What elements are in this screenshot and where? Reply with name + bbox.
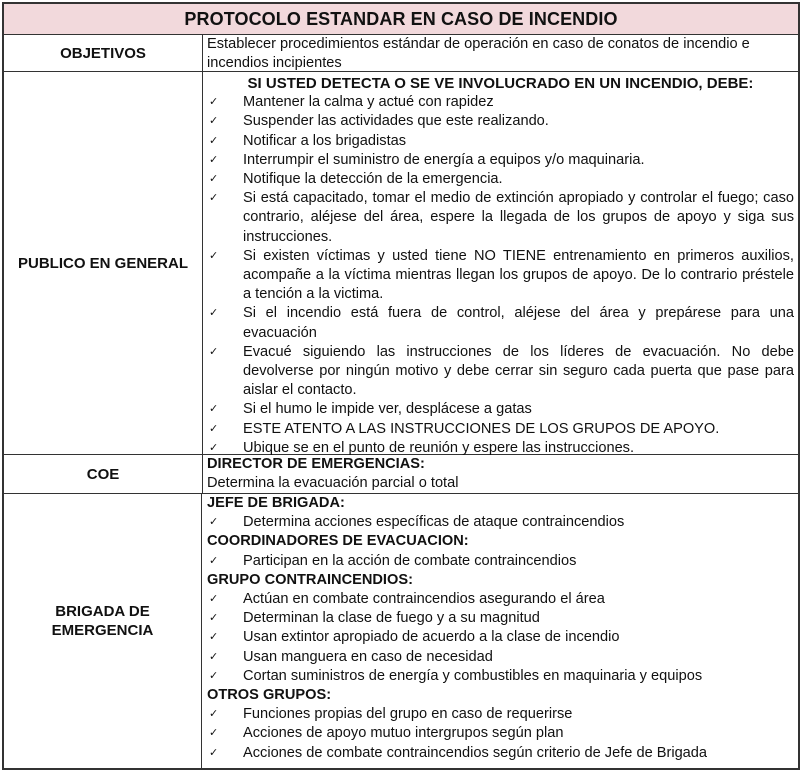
check-icon: ✓ xyxy=(209,134,219,147)
brigada-groups xyxy=(207,494,794,763)
brigada-group-heading: JEFE DE BRIGADA: xyxy=(207,495,345,511)
check-icon: ✓ xyxy=(209,153,219,166)
checklist-item xyxy=(207,513,794,532)
row-label-coe: COE xyxy=(4,455,203,493)
checklist-item-text: Funciones propias del grupo en caso de requerirse xyxy=(243,706,573,723)
checklist-item xyxy=(207,343,794,401)
brigada-content xyxy=(203,494,798,768)
check-icon: ✓ xyxy=(209,403,219,416)
checklist-item-text: Mantener la calma y actué con rapidez xyxy=(243,94,494,111)
checklist-item-text: Si está capacitado, tomar el medio de extinción apropiado y controlar el fuego; caso contrario, aléjese del área, espere la llegada de los grupos de apoyo y siga sus instrucciones. xyxy=(243,190,794,245)
checklist-item xyxy=(207,304,794,342)
check-icon: ✓ xyxy=(209,115,219,128)
checklist-item xyxy=(207,247,794,305)
checklist-item-text: Si el humo le impide ver, desplácese a gatas xyxy=(243,401,532,418)
checklist-item xyxy=(207,590,794,609)
checklist-item xyxy=(207,420,794,439)
objetivos-text xyxy=(203,35,798,71)
checklist-item-text: Interrumpir el suministro de energía a equipos y/o maquinaria. xyxy=(243,151,645,168)
checklist-item-text: Usan extintor apropiado de acuerdo a la clase de incendio xyxy=(243,629,620,646)
row-publico-general xyxy=(4,72,798,455)
check-icon: ✓ xyxy=(209,516,219,529)
coe-text: Determina la evacuación parcial o total xyxy=(207,475,459,492)
checklist-item-text: Acciones de combate contraincendios según criterio de Jefe de Brigada xyxy=(243,744,708,761)
checklist-item xyxy=(207,189,794,247)
check-icon: ✓ xyxy=(209,650,219,663)
checklist-item xyxy=(207,93,794,112)
check-icon: ✓ xyxy=(209,249,219,262)
checklist-item-text: Participan en la acción de combate contraincendios xyxy=(243,552,577,569)
checklist-item xyxy=(207,400,794,419)
objetivos-description: Establecer procedimientos estándar de operación en caso de conatos de incendio e incendios incipientes xyxy=(207,36,750,72)
publico-content xyxy=(203,72,798,454)
checklist-item-text: Acciones de apoyo mutuo intergrupos según plan xyxy=(243,725,564,742)
check-icon: ✓ xyxy=(209,554,219,567)
check-icon: ✓ xyxy=(209,96,219,109)
check-icon: ✓ xyxy=(209,669,219,682)
check-icon: ✓ xyxy=(209,708,219,721)
check-icon: ✓ xyxy=(209,173,219,186)
coe-content xyxy=(203,455,798,493)
checklist-item xyxy=(207,112,794,131)
publico-checklist xyxy=(207,93,794,458)
check-icon: ✓ xyxy=(209,612,219,625)
checklist-item xyxy=(207,552,794,571)
check-icon: ✓ xyxy=(209,593,219,606)
check-icon: ✓ xyxy=(209,192,219,205)
checklist-item xyxy=(207,705,794,724)
brigada-group-heading: OTROS GRUPOS: xyxy=(207,687,332,704)
row-label-publico-general: PUBLICO EN GENERAL xyxy=(4,72,203,454)
checklist-item xyxy=(207,132,794,151)
checklist-item xyxy=(207,628,794,647)
checklist-item-text: Ubique se en el punto de reunión y espere las instrucciones. xyxy=(243,439,635,456)
coe-heading: DIRECTOR DE EMERGENCIAS: xyxy=(207,456,425,472)
check-icon: ✓ xyxy=(209,631,219,644)
row-objetivos xyxy=(4,35,798,72)
checklist-item xyxy=(207,667,794,686)
check-icon: ✓ xyxy=(209,441,219,454)
check-icon: ✓ xyxy=(209,307,219,320)
checklist-item xyxy=(207,648,794,667)
checklist-item-text: Notifique la detección de la emergencia. xyxy=(243,171,503,188)
checklist-item-text: Si existen víctimas y usted tiene NO TIENE entrenamiento en primeros auxilios, acompañe a la víctima mientras llegan los grupos de apoyo. De lo contrario préstele a tención a la victima. xyxy=(243,247,794,303)
checklist-item-text: Si el incendio está fuera de control, aléjese del área y prepárese para una evacuación xyxy=(243,305,794,341)
check-icon: ✓ xyxy=(209,727,219,740)
checklist-item xyxy=(207,170,794,189)
row-label-objetivos: OBJETIVOS xyxy=(4,35,203,71)
checklist-item xyxy=(207,744,794,763)
checklist-item xyxy=(207,151,794,170)
checklist-item-text: Cortan suministros de energía y combustibles en maquinaria y equipos xyxy=(243,667,703,684)
checklist-item-text: Notificar a los brigadistas xyxy=(243,132,407,149)
checklist-item-text: ESTE ATENTO A LAS INSTRUCCIONES DE LOS GRUPOS DE APOYO. xyxy=(243,420,720,437)
checklist-item-text: Determinan la clase de fuego y a su magnitud xyxy=(243,610,540,627)
brigada-group-heading: GRUPO CONTRAINCENDIOS: xyxy=(207,571,413,588)
checklist-item-text: Determina acciones específicas de ataque contraincendios xyxy=(243,514,625,531)
check-icon: ✓ xyxy=(209,422,219,435)
check-icon: ✓ xyxy=(209,746,219,759)
checklist-item xyxy=(207,609,794,628)
protocol-table xyxy=(2,2,800,770)
brigada-group-heading: COORDINADORES DE EVACUACION: xyxy=(207,533,469,550)
row-label-brigada: BRIGADA DE EMERGENCIA xyxy=(4,494,202,768)
check-icon: ✓ xyxy=(209,345,219,358)
checklist-item-text: Suspender las actividades que este realizando. xyxy=(243,113,549,130)
document-title: PROTOCOLO ESTANDAR EN CASO DE INCENDIO xyxy=(4,4,798,35)
publico-heading: SI USTED DETECTA O SE VE INVOLUCRADO EN UN INCENDIO, DEBE: xyxy=(247,75,754,92)
checklist-item-text: Usan manguera en caso de necesidad xyxy=(243,648,493,665)
row-coe xyxy=(4,455,798,494)
row-brigada xyxy=(4,494,798,768)
checklist-item-text: Actúan en combate contraincendios asegurando el área xyxy=(243,591,605,608)
checklist-item xyxy=(207,724,794,743)
checklist-item-text: Evacué siguiendo las instrucciones de los líderes de evacuación. No debe devolverse por ningún motivo y debe cerrar sin seguro cada puerta que pase para aislar el contacto. xyxy=(243,343,794,399)
